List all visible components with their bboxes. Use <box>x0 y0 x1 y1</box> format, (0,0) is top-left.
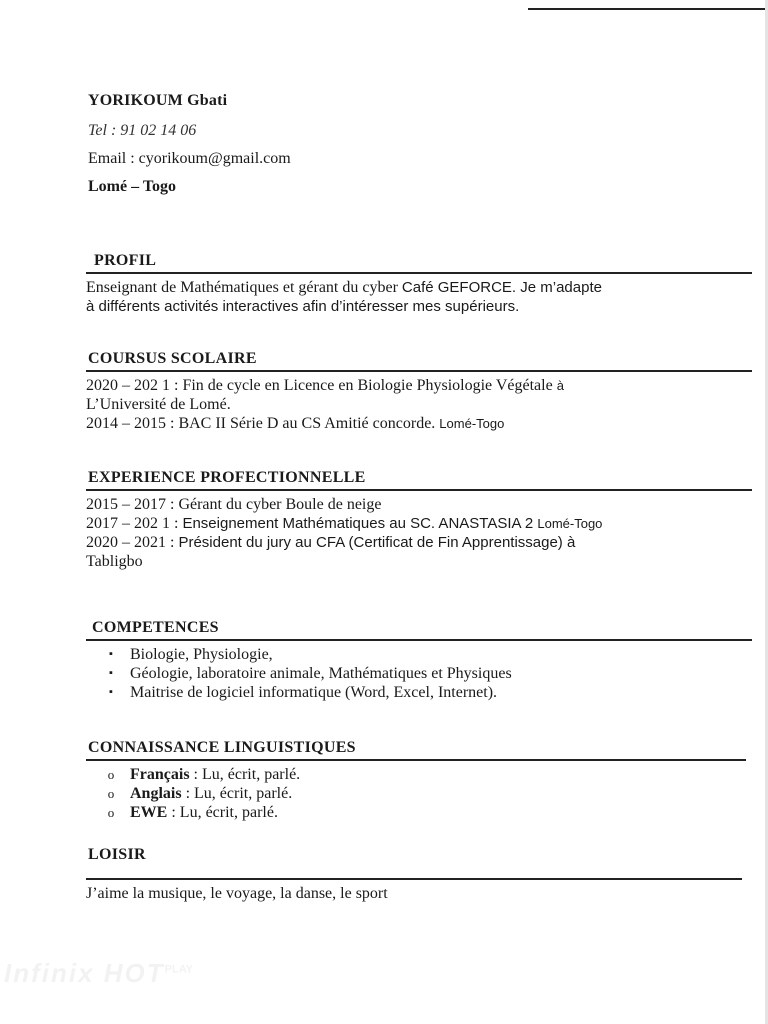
square-bullet-icon: ▪ <box>109 686 113 698</box>
profil-line: à différents activités interactives afin d’intéresser mes supérieurs. <box>86 298 520 315</box>
contact-header <box>88 92 291 196</box>
language-name: EWE <box>130 804 168 821</box>
list-item <box>104 803 746 822</box>
language-level: : Lu, écrit, parlé. <box>167 804 278 821</box>
education-entry <box>86 414 752 433</box>
list-item <box>104 683 752 702</box>
section-langues <box>86 739 746 822</box>
section-body <box>86 278 752 316</box>
language-name: Anglais <box>130 785 182 802</box>
language-level: : Lu, écrit, parlé. <box>181 785 293 802</box>
square-bullet-icon: ▪ <box>109 667 113 679</box>
entry-text: 2014 – 2015 : BAC II Série D au CS Amitié concorde. <box>86 415 440 432</box>
location: Lomé – Togo <box>88 178 177 195</box>
section-body <box>86 376 752 433</box>
section-rule <box>86 272 752 274</box>
experience-entry <box>86 514 752 533</box>
section-rule <box>86 489 752 491</box>
education-entry-continued: L’Université de Lomé. <box>86 396 231 413</box>
skill-text: Biologie, Physiologie, <box>130 646 273 663</box>
entry-text: Enseignement Mathématiques au SC. ANASTASIA 2 <box>182 515 538 532</box>
languages-list <box>86 765 746 822</box>
circle-bullet-icon: o <box>107 805 115 820</box>
experience-entry: 2015 – 2017 : Gérant du cyber Boule de neige <box>86 496 382 513</box>
watermark-text: Infinix HOT <box>4 958 165 988</box>
list-item <box>104 645 752 664</box>
phone-number: Tel : 91 02 14 06 <box>88 122 197 139</box>
skills-list <box>86 645 752 702</box>
section-competences <box>86 619 752 702</box>
email-address: Email : cyorikoum@gmail.com <box>88 150 291 167</box>
square-bullet-icon: ▪ <box>109 648 113 660</box>
section-title: COMPETENCES <box>92 619 219 636</box>
section-title: CONNAISSANCE LINGUISTIQUES <box>88 739 356 756</box>
section-experience <box>86 469 752 571</box>
education-entry <box>86 376 752 395</box>
section-profil <box>86 252 752 316</box>
experience-entry <box>86 533 752 552</box>
section-title: PROFIL <box>94 252 157 269</box>
skill-text: Géologie, laboratoire animale, Mathématiques et Physiques <box>130 665 512 682</box>
section-loisir <box>86 846 742 903</box>
skill-text: Maitrise de logiciel informatique (Word, Excel, Internet). <box>130 684 498 701</box>
watermark-play-text: PLAY <box>164 963 193 976</box>
section-rule <box>86 759 746 761</box>
list-item <box>104 664 752 683</box>
profil-text: Enseignant de Mathématiques et gérant du cyber <box>86 279 402 296</box>
section-title: LOISIR <box>88 846 146 863</box>
entry-text: Lomé-Togo <box>537 516 603 531</box>
entry-text: à <box>556 378 564 393</box>
loisir-text: J’aime la musique, le voyage, la danse, le sport <box>86 878 742 903</box>
entry-text: 2017 – 202 1 : <box>86 515 183 532</box>
camera-watermark <box>4 958 193 989</box>
section-rule <box>86 370 752 372</box>
profil-text: Café GEFORCE. Je m’adapte <box>401 279 602 296</box>
section-title: COURSUS SCOLAIRE <box>88 350 257 367</box>
language-level: : Lu, écrit, parlé. <box>189 766 301 783</box>
circle-bullet-icon: o <box>107 786 115 801</box>
profil-line <box>86 278 752 297</box>
language-name: Français <box>130 766 190 783</box>
section-body <box>86 878 742 903</box>
list-item <box>104 784 746 803</box>
section-body <box>86 495 752 571</box>
list-item <box>104 765 746 784</box>
circle-bullet-icon: o <box>107 767 115 782</box>
section-coursus <box>86 350 752 433</box>
section-title: EXPERIENCE PROFECTIONNELLE <box>88 469 366 486</box>
entry-text: 2020 – 202 1 : Fin de cycle en Licence en Biologie Physiologie Végétale <box>86 377 557 394</box>
experience-entry-continued: Tabligbo <box>86 553 143 570</box>
section-rule <box>86 639 752 641</box>
entry-text: Président du jury au CFA (Certificat de Fin Apprentissage) <box>178 534 567 551</box>
page-top-rule <box>528 8 768 10</box>
entry-text: à <box>566 534 576 551</box>
full-name: YORIKOUM Gbati <box>88 92 228 109</box>
entry-text: 2020 – 2021 : <box>86 534 179 551</box>
entry-text: Lomé-Togo <box>439 416 505 431</box>
